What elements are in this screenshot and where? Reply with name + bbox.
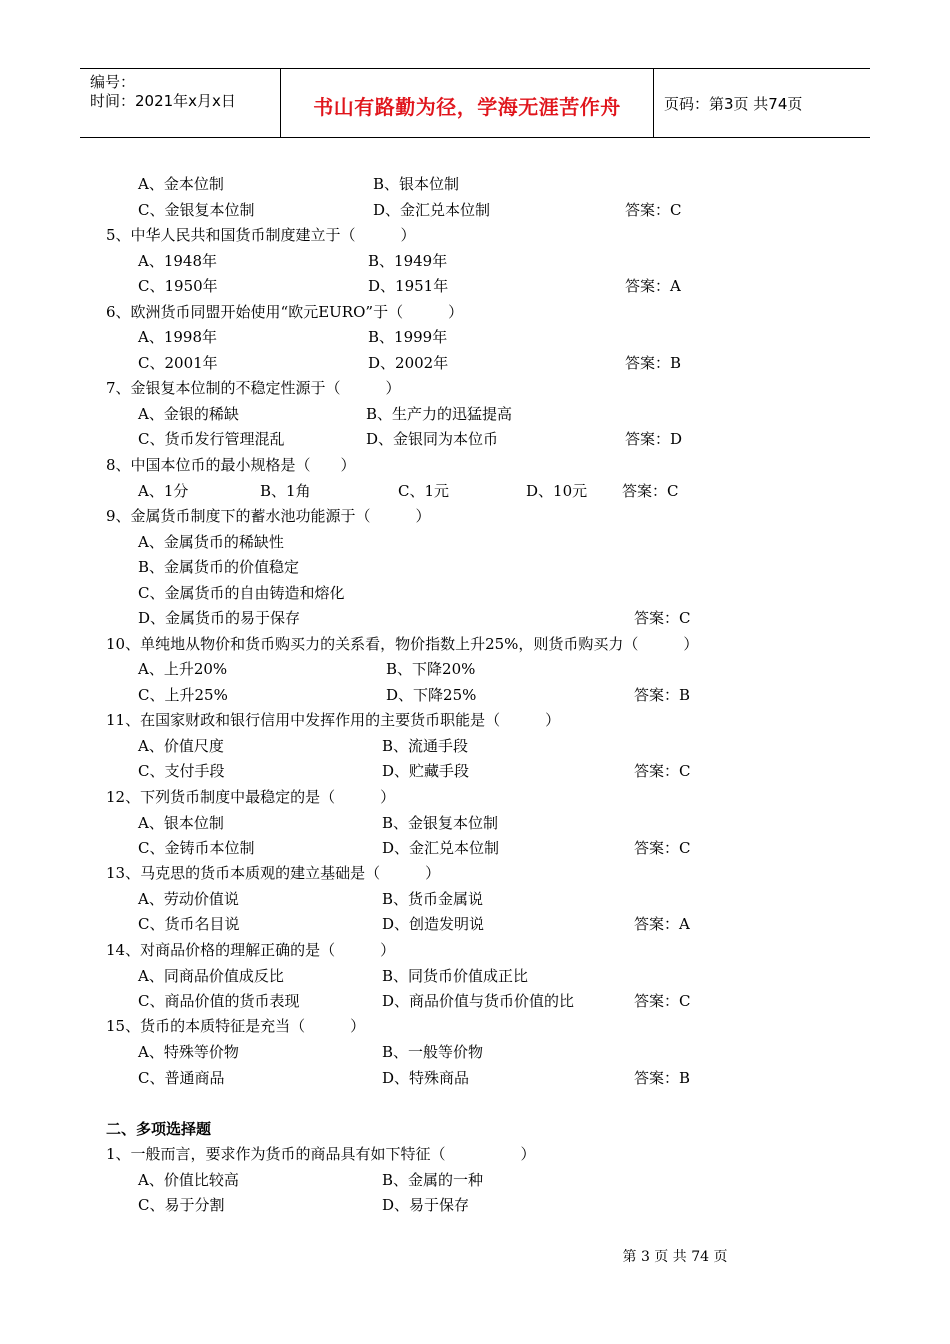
option-c: C、1元 xyxy=(398,482,450,500)
option-c: C、商品价值的货币表现 xyxy=(138,992,300,1010)
answer: 答案：D xyxy=(625,430,683,448)
option-c: C、金属货币的自由铸造和熔化 xyxy=(138,584,345,602)
option-b: B、银本位制 xyxy=(373,175,460,193)
header-motto: 书山有路勤为径，学海无涯苦作舟 xyxy=(313,95,621,119)
option-a: A、劳动价值说 xyxy=(138,890,239,908)
option-d: D、2002年 xyxy=(368,354,449,372)
option-d: D、易于保存 xyxy=(382,1196,470,1214)
doc-date-label: 时间：2021年x月x日 xyxy=(90,92,236,110)
question-stem: 14、对商品价格的理解正确的是（ ） xyxy=(106,941,396,959)
answer: 答案：B xyxy=(634,686,691,704)
question-stem: 13、马克思的货币本质观的建立基础是（ ） xyxy=(106,864,441,882)
option-b: B、金属货币的价值稳定 xyxy=(138,558,300,576)
option-b: B、货币金属说 xyxy=(382,890,484,908)
option-a: A、价值尺度 xyxy=(138,737,224,755)
option-a: A、金属货币的稀缺性 xyxy=(138,533,284,551)
option-a: A、价值比较高 xyxy=(138,1171,239,1189)
option-a: A、1948年 xyxy=(138,252,218,270)
option-c: C、1950年 xyxy=(138,277,218,295)
question-stem: 6、欧洲货币同盟开始使用“欧元EURO”于（ ） xyxy=(106,303,464,321)
option-c: C、金铸币本位制 xyxy=(138,839,255,857)
option-d: D、10元 xyxy=(526,482,588,500)
answer: 答案：B xyxy=(634,1069,691,1087)
answer: 答案：C xyxy=(634,992,691,1010)
question-stem: 11、在国家财政和银行信用中发挥作用的主要货币职能是（ ） xyxy=(106,711,561,729)
option-d: D、创造发明说 xyxy=(382,915,485,933)
question-stem: 15、货币的本质特征是充当（ ） xyxy=(106,1017,366,1035)
section-title: 二、多项选择题 xyxy=(106,1120,212,1138)
answer: 答案：C xyxy=(634,762,691,780)
option-b: B、金属的一种 xyxy=(382,1171,484,1189)
option-b: B、1999年 xyxy=(368,328,448,346)
answer: 答案：A xyxy=(634,915,690,933)
option-c: C、货币名目说 xyxy=(138,915,240,933)
option-c: C、2001年 xyxy=(138,354,218,372)
option-a: A、金银的稀缺 xyxy=(138,405,239,423)
option-a: A、金本位制 xyxy=(138,175,224,193)
option-b: B、流通手段 xyxy=(382,737,469,755)
option-c: C、普通商品 xyxy=(138,1069,225,1087)
option-d: D、商品价值与货币价值的比 xyxy=(382,992,575,1010)
option-b: B、生产力的迅猛提高 xyxy=(366,405,513,423)
option-d: D、金汇兑本位制 xyxy=(373,201,491,219)
question-stem: 10、单纯地从物价和货币购买力的关系看，物价指数上升25%，则货币购买力（ ） xyxy=(106,635,699,653)
footer-page-number: 第 3 页 共 74 页 xyxy=(622,1249,728,1265)
option-c: C、支付手段 xyxy=(138,762,225,780)
option-b: B、一般等价物 xyxy=(382,1043,484,1061)
answer: 答案：C xyxy=(622,482,679,500)
option-a: A、1分 xyxy=(138,482,189,500)
question-stem: 5、中华人民共和国货币制度建立于（ ） xyxy=(106,226,416,244)
answer: 答案：C xyxy=(625,201,682,219)
option-d: D、金汇兑本位制 xyxy=(382,839,500,857)
option-a: A、上升20% xyxy=(138,660,228,678)
option-b: B、1949年 xyxy=(368,252,448,270)
option-c: C、易于分割 xyxy=(138,1196,225,1214)
question-stem: 1、一般而言，要求作为货币的商品具有如下特征（ ） xyxy=(106,1145,536,1163)
option-d: D、特殊商品 xyxy=(382,1069,470,1087)
question-stem: 9、金属货币制度下的蓄水池功能源于（ ） xyxy=(106,507,431,525)
option-c: C、上升25% xyxy=(138,686,228,704)
question-stem: 7、金银复本位制的不稳定性源于（ ） xyxy=(106,379,401,397)
answer: 答案：A xyxy=(625,277,681,295)
doc-id-label: 编号： xyxy=(90,73,136,91)
answer: 答案：C xyxy=(634,609,691,627)
option-a: A、同商品价值成反比 xyxy=(138,967,284,985)
option-d: D、金属货币的易于保存 xyxy=(138,609,301,627)
option-b: B、1角 xyxy=(260,482,311,500)
option-a: A、银本位制 xyxy=(138,814,224,832)
answer: 答案：B xyxy=(625,354,682,372)
question-stem: 8、中国本位币的最小规格是（ ） xyxy=(106,456,356,474)
option-d: D、贮藏手段 xyxy=(382,762,470,780)
option-d: D、金银同为本位币 xyxy=(366,430,499,448)
page-footer xyxy=(0,1246,950,1266)
option-c: C、货币发行管理混乱 xyxy=(138,430,285,448)
question-stem: 12、下列货币制度中最稳定的是（ ） xyxy=(106,788,396,806)
option-d: D、下降25% xyxy=(386,686,477,704)
option-b: B、下降20% xyxy=(386,660,476,678)
option-a: A、1998年 xyxy=(138,328,218,346)
option-d: D、1951年 xyxy=(368,277,449,295)
answer: 答案：C xyxy=(634,839,691,857)
header-page-info: 页码：第3页 共74页 xyxy=(664,95,803,113)
option-b: B、同货币价值成正比 xyxy=(382,967,529,985)
option-c: C、金银复本位制 xyxy=(138,201,255,219)
option-a: A、特殊等价物 xyxy=(138,1043,239,1061)
option-b: B、金银复本位制 xyxy=(382,814,499,832)
